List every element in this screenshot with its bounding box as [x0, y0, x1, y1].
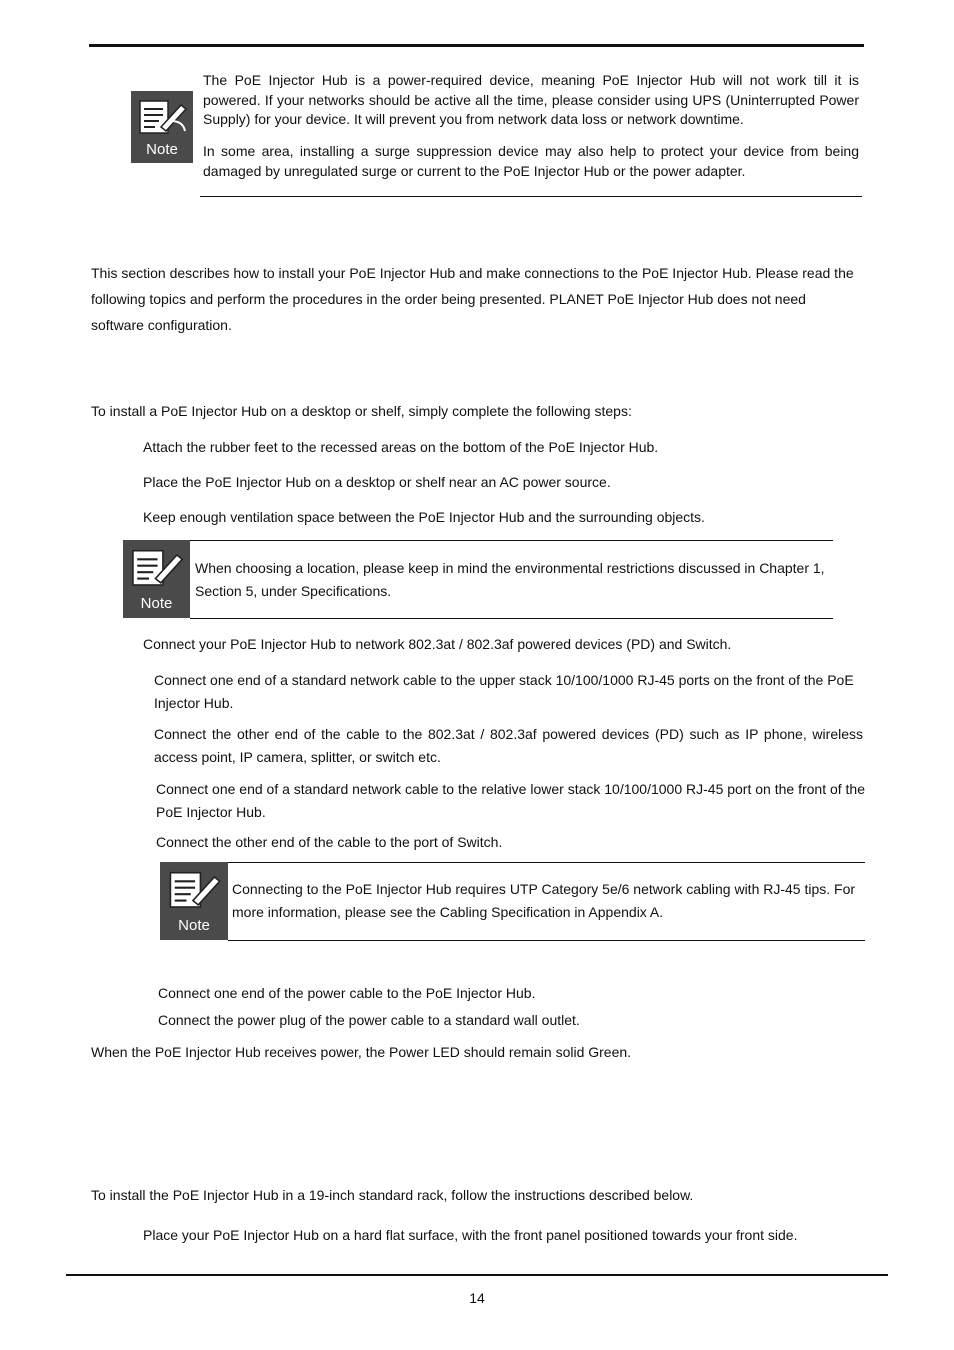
sub-step: Connect the other end of the cable to the port of Switch. — [156, 834, 503, 850]
note-paragraph: In some area, installing a surge suppression device may also help to protect your device from being damaged by unregulated surge or current to the PoE Injector Hub or the power adapter. — [203, 143, 859, 179]
note-divider — [228, 862, 865, 863]
intro-line: following topics and perform the procedures in the order being presented. PLANET PoE Injector Hub does not need — [91, 291, 806, 307]
note-pencil-icon — [131, 91, 193, 147]
note-paragraph: The PoE Injector Hub is a power-required device, meaning PoE Injector Hub will not work till it is powered. If your networks should be active all the time, please consider using UPS (Uninterrupted Power Supply) for your device. It will prevent you from network data loss or network downtime. — [203, 72, 859, 127]
note-icon-label: Note — [140, 595, 173, 612]
intro-line: software configuration. — [91, 317, 232, 333]
connect-lead: Connect your PoE Injector Hub to network 802.3at / 802.3af powered devices (PD) and Switch. — [143, 636, 732, 652]
note-text: Connecting to the PoE Injector Hub requires UTP Category 5e/6 network cabling with RJ-45 tips. For more information, please see the Cabling Specification in Appendix A. — [232, 881, 856, 920]
intro-line: This section describes how to install your PoE Injector Hub and make connections to the PoE Injector Hub. Please read the — [91, 265, 854, 281]
step-item: Keep enough ventilation space between the PoE Injector Hub and the surrounding objects. — [143, 509, 705, 525]
note-text: When choosing a location, please keep in mind the environmental restrictions discussed in Chapter 1, Section 5, under Specifications. — [195, 560, 825, 599]
page-number: 14 — [469, 1290, 485, 1306]
note-divider — [228, 940, 865, 941]
rack-step: Place your PoE Injector Hub on a hard flat surface, with the front panel positioned towards your front side. — [143, 1227, 798, 1243]
power-step: Connect the power plug of the power cable to a standard wall outlet. — [158, 1012, 580, 1028]
step-item: Attach the rubber feet to the recessed areas on the bottom of the PoE Injector Hub. — [143, 439, 659, 455]
note-icon — [160, 862, 228, 940]
sub-step: Connect the other end of the cable to the 802.3at / 802.3af powered devices (PD) such as IP phone, wireless access point, IP camera, splitter, or switch etc. — [154, 726, 863, 765]
power-result: When the PoE Injector Hub receives power, the Power LED should remain solid Green. — [91, 1044, 632, 1060]
power-step: Connect one end of the power cable to the PoE Injector Hub. — [158, 985, 536, 1001]
note-icon — [131, 91, 193, 163]
note-divider — [190, 618, 833, 619]
note-pencil-icon — [160, 862, 228, 922]
note-icon-label: Note — [146, 141, 178, 158]
header-rule — [89, 44, 864, 47]
rack-lead: To install the PoE Injector Hub in a 19-inch standard rack, follow the instructions described below. — [91, 1187, 694, 1203]
note-divider — [190, 540, 833, 541]
note-icon — [123, 540, 190, 618]
sub-step: Connect one end of a standard network cable to the upper stack 10/100/1000 RJ-45 ports on the front of the PoE Injector Hub. — [154, 672, 854, 711]
desktop-lead: To install a PoE Injector Hub on a desktop or shelf, simply complete the following steps: — [91, 403, 632, 419]
sub-step: Connect one end of a standard network cable to the relative lower stack 10/100/1000 RJ-45 port on the front of the PoE Injector Hub. — [156, 781, 865, 820]
footer-rule — [66, 1274, 888, 1276]
note-pencil-icon — [123, 540, 190, 600]
note-icon-label: Note — [178, 917, 210, 934]
note-divider — [200, 196, 862, 197]
step-item: Place the PoE Injector Hub on a desktop or shelf near an AC power source. — [143, 474, 611, 490]
